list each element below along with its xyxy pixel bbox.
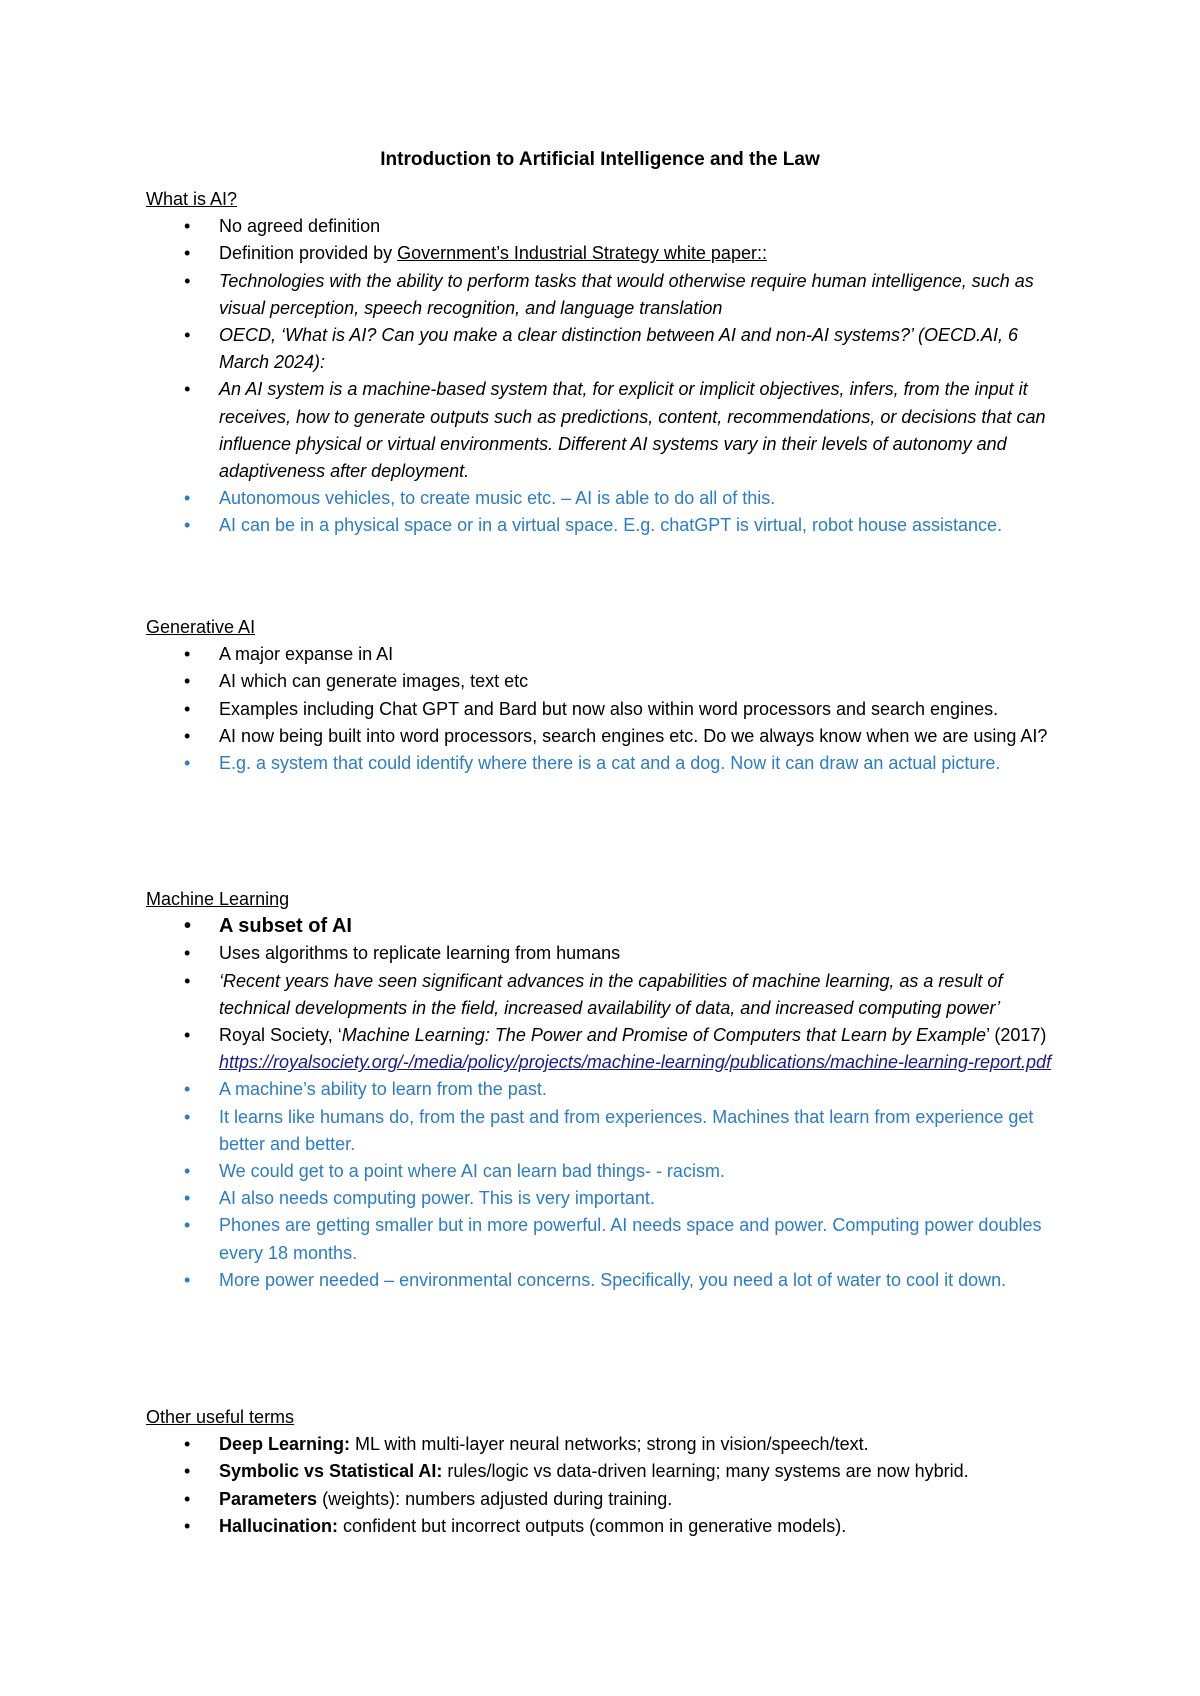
bullet-icon: • <box>184 243 191 264</box>
item-text: ’ (2017) <box>986 1025 1047 1046</box>
item-text: AI which can generate images, text etc <box>219 671 529 692</box>
item-text: No agreed definition <box>219 216 381 237</box>
section-heading: Other useful terms <box>146 1407 295 1427</box>
section-machine-learning <box>146 886 1066 1294</box>
term-definition: (weights): numbers adjusted during training. <box>317 1488 673 1509</box>
item-text: More power needed – environmental concerns. Specifically, you need a lot of water to cool it down. <box>219 1269 1007 1290</box>
item-text: An AI system is a machine-based system that, for explicit or implicit objectives, infers, from the input it receives, how to generate outputs such as predictions, content, recommendations, or decisions that can influence physical or virtual environments. Different AI systems vary in their levels of autonomy and adaptiveness after deployment. <box>219 379 1046 482</box>
bullet-icon: • <box>184 1515 191 1536</box>
item-text: A major expanse in AI <box>219 644 394 665</box>
list-item-note <box>146 1104 1066 1158</box>
item-text: AI also needs computing power. This is very important. <box>219 1188 655 1209</box>
item-text: A machine’s ability to learn from the past. <box>219 1079 547 1100</box>
bullet-icon: • <box>184 1079 191 1100</box>
bullet-icon: • <box>184 488 191 509</box>
list-item <box>146 913 1066 940</box>
list-item <box>146 968 1066 1022</box>
bullet-list <box>146 641 1066 777</box>
bullet-icon: • <box>184 1269 191 1290</box>
bullet-list <box>146 913 1066 1294</box>
item-text: ‘Recent years have seen significant advances in the capabilities of machine learning, as a result of technical developments in the field, increased availability of data, and increased computing power’ <box>219 970 1003 1018</box>
bullet-icon: • <box>184 1161 191 1182</box>
section-heading: Generative AI <box>146 617 256 637</box>
bullet-icon: • <box>184 725 191 746</box>
list-item-note <box>146 1267 1066 1294</box>
section-generative-ai <box>146 614 1066 777</box>
item-text: Technologies with the ability to perform tasks that would otherwise require human intelligence, such as visual perception, speech recognition, and language translation <box>219 270 1034 318</box>
term: Hallucination: <box>219 1515 339 1536</box>
item-text: Definition provided by <box>219 243 398 264</box>
bullet-list <box>146 213 1066 539</box>
bullet-icon: • <box>184 1215 191 1236</box>
list-item <box>146 1486 1066 1513</box>
list-item <box>146 1513 1066 1540</box>
list-item <box>146 1022 1066 1076</box>
bullet-icon: • <box>184 1461 191 1482</box>
list-item-note <box>146 1158 1066 1185</box>
bullet-icon: • <box>184 1106 191 1127</box>
item-text: AI now being built into word processors, search engines etc. Do we always know when we are using AI? <box>219 725 1048 746</box>
bullet-icon: • <box>184 325 191 346</box>
report-link[interactable]: https://royalsociety.org/-/media/policy/projects/machine-learning/publications/machine-learning-report.pdf <box>219 1052 1052 1073</box>
item-text: Examples including Chat GPT and Bard but now also within word processors and search engines. <box>219 698 999 719</box>
term: Symbolic vs Statistical AI: <box>219 1461 443 1482</box>
bullet-icon: • <box>184 698 191 719</box>
bullet-icon: • <box>184 1488 191 1509</box>
item-text: We could get to a point where AI can learn bad things- - racism. <box>219 1161 725 1182</box>
bullet-icon: • <box>184 1188 191 1209</box>
term-definition: rules/logic vs data-driven learning; many systems are now hybrid. <box>442 1461 969 1482</box>
item-text: E.g. a system that could identify where there is a cat and a dog. Now it can draw an actual picture. <box>219 753 1001 774</box>
bullet-icon: • <box>184 970 191 991</box>
list-item <box>146 240 1066 267</box>
term-definition: ML with multi-layer neural networks; strong in vision/speech/text. <box>350 1434 869 1455</box>
bullet-icon: • <box>184 515 191 536</box>
bullet-icon: • <box>184 379 191 400</box>
list-item-note <box>146 1212 1066 1266</box>
list-item-note <box>146 750 1066 777</box>
list-item <box>146 696 1066 723</box>
list-item <box>146 1458 1066 1485</box>
item-text: It learns like humans do, from the past and from experiences. Machines that learn from experience get better and better. <box>219 1106 1034 1154</box>
list-item-note <box>146 1185 1066 1212</box>
bullet-icon: • <box>184 1025 191 1046</box>
bullet-icon: • <box>184 216 191 237</box>
term-definition: confident but incorrect outputs (common in generative models). <box>338 1515 847 1536</box>
section-heading: Machine Learning <box>146 889 290 909</box>
list-item-note <box>146 1076 1066 1103</box>
bullet-icon: • <box>184 915 192 938</box>
section-other-useful-terms <box>146 1404 1066 1540</box>
item-text: Royal Society, ‘ <box>219 1025 342 1046</box>
term: Deep Learning: <box>219 1434 351 1455</box>
list-item <box>146 668 1066 695</box>
source-reference: Government’s Industrial Strategy white paper:: <box>397 243 767 264</box>
item-text: AI can be in a physical space or in a virtual space. E.g. chatGPT is virtual, robot house assistance. <box>219 515 1003 536</box>
citation-title: Machine Learning: The Power and Promise of Computers that Learn by Example <box>341 1025 987 1046</box>
bullet-icon: • <box>184 644 191 665</box>
item-text: A subset of AI <box>219 915 352 938</box>
bullet-icon: • <box>184 671 191 692</box>
list-item <box>146 1431 1066 1458</box>
list-item <box>146 641 1066 668</box>
item-text: Phones are getting smaller but in more powerful. AI needs space and power. Computing power doubles every 18 months. <box>219 1215 1042 1263</box>
list-item <box>146 376 1066 485</box>
list-item-note <box>146 485 1066 512</box>
item-text: Autonomous vehicles, to create music etc. – AI is able to do all of this. <box>219 488 776 509</box>
bullet-icon: • <box>184 1434 191 1455</box>
list-item <box>146 723 1066 750</box>
list-item <box>146 213 1066 240</box>
bullet-icon: • <box>184 270 191 291</box>
list-item <box>146 322 1066 376</box>
section-heading: What is AI? <box>146 189 238 209</box>
list-item <box>146 940 1066 967</box>
bullet-icon: • <box>184 943 191 964</box>
list-item <box>146 268 1066 322</box>
term: Parameters <box>219 1488 318 1509</box>
bullet-list <box>146 1431 1066 1540</box>
list-item-note <box>146 512 1066 539</box>
item-text: OECD, ‘What is AI? Can you make a clear distinction between AI and non-AI systems?’ (OECD.AI, 6 March 2024): <box>219 325 1019 373</box>
item-text: Uses algorithms to replicate learning from humans <box>219 943 621 964</box>
section-what-is-ai <box>146 186 1066 540</box>
bullet-icon: • <box>184 753 191 774</box>
document-title: Introduction to Artificial Intelligence and the Law <box>380 149 820 170</box>
